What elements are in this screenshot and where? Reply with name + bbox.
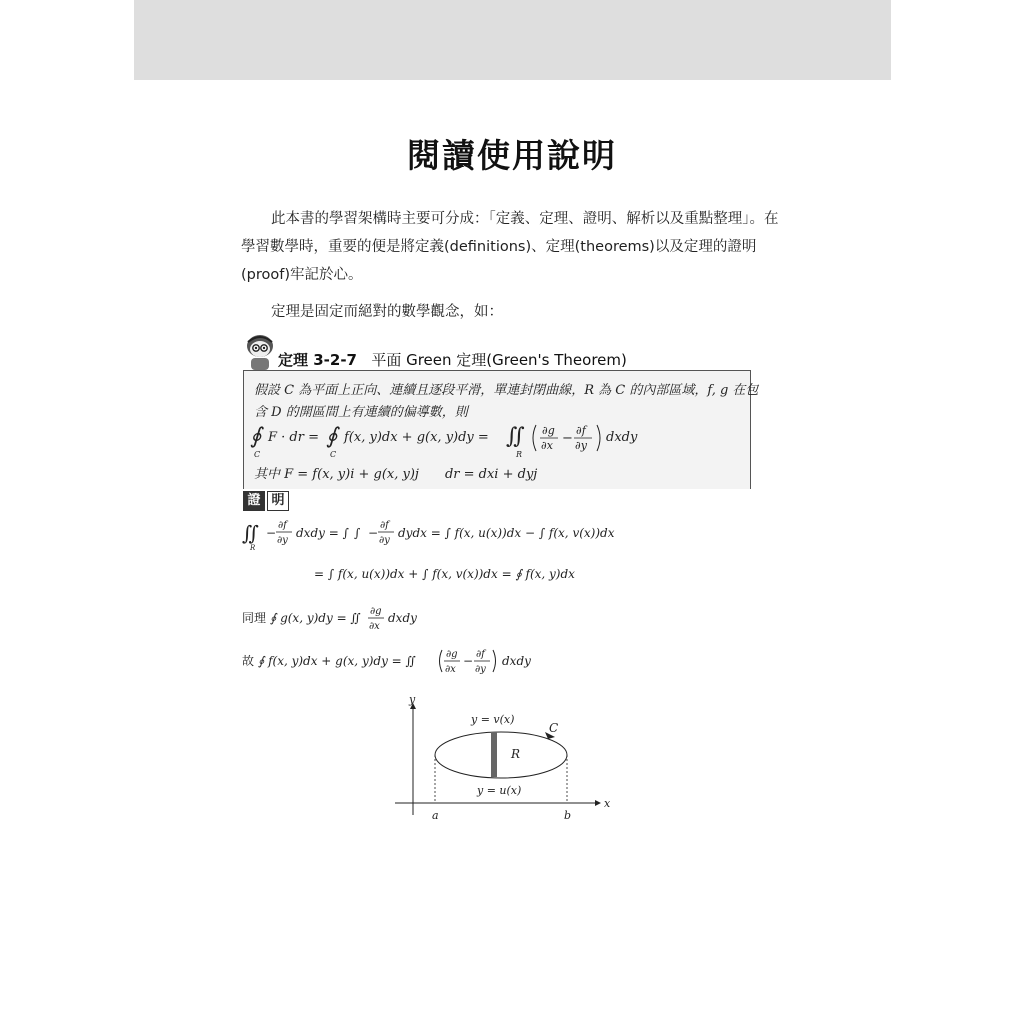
- svg-text:dxdy = ∫: dxdy = ∫: [296, 526, 349, 540]
- svg-text:∮ g(x, y)dy = ∬: ∮ g(x, y)dy = ∬: [270, 611, 361, 625]
- svg-text:∂x: ∂x: [541, 439, 553, 452]
- svg-text:∂f: ∂f: [576, 424, 586, 437]
- b-label: b: [564, 809, 572, 822]
- proof-tag-2: 明: [267, 491, 289, 511]
- svg-text:dxdy: dxdy: [502, 654, 531, 668]
- curve-c: [435, 732, 567, 778]
- lower-curve-label: y = u(x): [477, 784, 522, 797]
- theorem-number: 定理 3-2-7: [278, 351, 357, 369]
- theorem-line-1: 假設 C 為平面上正向、連續且逐段平滑，單連封閉曲線，R 為 C 的內部區域，f, g 在包: [254, 383, 759, 398]
- region-strip: [491, 732, 497, 777]
- svg-text:∂g: ∂g: [542, 424, 555, 437]
- x-axis-label: x: [604, 797, 611, 810]
- svg-text:−: −: [368, 526, 379, 540]
- theorem-name: 平面 Green 定理(Green's Theorem): [371, 351, 627, 369]
- svg-text:−: −: [463, 654, 474, 668]
- svg-text:∂g: ∂g: [446, 649, 458, 660]
- theorem-label: [278, 349, 627, 370]
- svg-text:∂f: ∂f: [476, 649, 485, 660]
- svg-text:∂f: ∂f: [380, 520, 389, 531]
- svg-text:∂x: ∂x: [369, 621, 380, 632]
- svg-text:∮: ∮: [250, 424, 262, 449]
- svg-text:= ∫ f(x, u(x))dx + ∫ f(x, v(x): = ∫ f(x, u(x))dx + ∫ f(x, v(x))dx = ∮ f(x, y)dx: [314, 567, 575, 581]
- region-figure: [385, 695, 615, 825]
- svg-text:∬: ∬: [242, 521, 260, 545]
- same-label: 同理: [242, 611, 267, 625]
- svg-text:F · dr =: F · dr =: [268, 430, 319, 445]
- theorem-box: [243, 370, 759, 489]
- svg-text:∬: ∬: [506, 424, 525, 449]
- svg-text:R: R: [250, 544, 256, 552]
- region-label: R: [511, 747, 521, 761]
- theorem-equation: [244, 421, 750, 461]
- svg-text:∂y: ∂y: [277, 535, 288, 546]
- svg-text:∂y: ∂y: [379, 535, 390, 546]
- svg-text:−: −: [266, 526, 277, 540]
- header-band: [134, 0, 891, 80]
- mascot-icon: [243, 332, 277, 372]
- svg-text:C: C: [254, 450, 261, 459]
- theorem-line-2: 含 D 的開區間上有連續的偏導數，則: [254, 405, 468, 420]
- svg-text:C: C: [330, 450, 337, 459]
- svg-text:∮ f(x, y)dx + g(x, y)dy = ∬: ∮ f(x, y)dx + g(x, y)dy = ∬: [258, 654, 416, 668]
- therefore-label: 故: [242, 654, 255, 668]
- a-label: a: [432, 809, 439, 822]
- svg-text:R: R: [516, 450, 523, 459]
- svg-text:∮: ∮: [326, 424, 338, 449]
- svg-text:∂g: ∂g: [370, 606, 382, 617]
- svg-text:−: −: [562, 431, 573, 446]
- curve-label: C: [549, 721, 559, 735]
- proof-tag: [243, 491, 289, 511]
- svg-text:∫: ∫: [354, 526, 361, 540]
- intro-paragraph-2: 定理是固定而絕對的數學觀念，如：: [271, 304, 503, 320]
- upper-curve-label: y = v(x): [471, 713, 515, 726]
- proof-equations: [236, 510, 656, 690]
- svg-text:∂y: ∂y: [475, 664, 486, 675]
- proof-tag-1: 證: [243, 491, 265, 511]
- svg-text:∂x: ∂x: [445, 664, 456, 675]
- svg-text:dxdy: dxdy: [388, 611, 417, 625]
- svg-text:∂f: ∂f: [278, 520, 287, 531]
- intro-text: [241, 205, 789, 289]
- intro-paragraph-1: 此本書的學習架構時主要可分成：「定義、定理、證明、解析以及重點整理」。在學習數學時，重要的便是將定義(definitions)、定理(theorems)以及定理的證明(proof)牢記於心。: [241, 211, 779, 283]
- svg-text:∂y: ∂y: [575, 439, 587, 452]
- y-axis-label: y: [409, 695, 416, 706]
- svg-text:f(x, y)dx + g(x, y)dy =: f(x, y)dx + g(x, y)dy =: [344, 430, 489, 445]
- page-title: 閱讀使用說明: [407, 136, 617, 175]
- svg-text:dxdy: dxdy: [606, 430, 638, 445]
- theorem-header: [243, 332, 763, 372]
- theorem-line-4: 其中 F = f(x, y)i + g(x, y)j dr = dxi + dyj: [254, 467, 538, 482]
- svg-text:dydx = ∫ f(x, u(x))dx − ∫ f(x,: dydx = ∫ f(x, u(x))dx − ∫ f(x, v(x))dx: [398, 526, 615, 540]
